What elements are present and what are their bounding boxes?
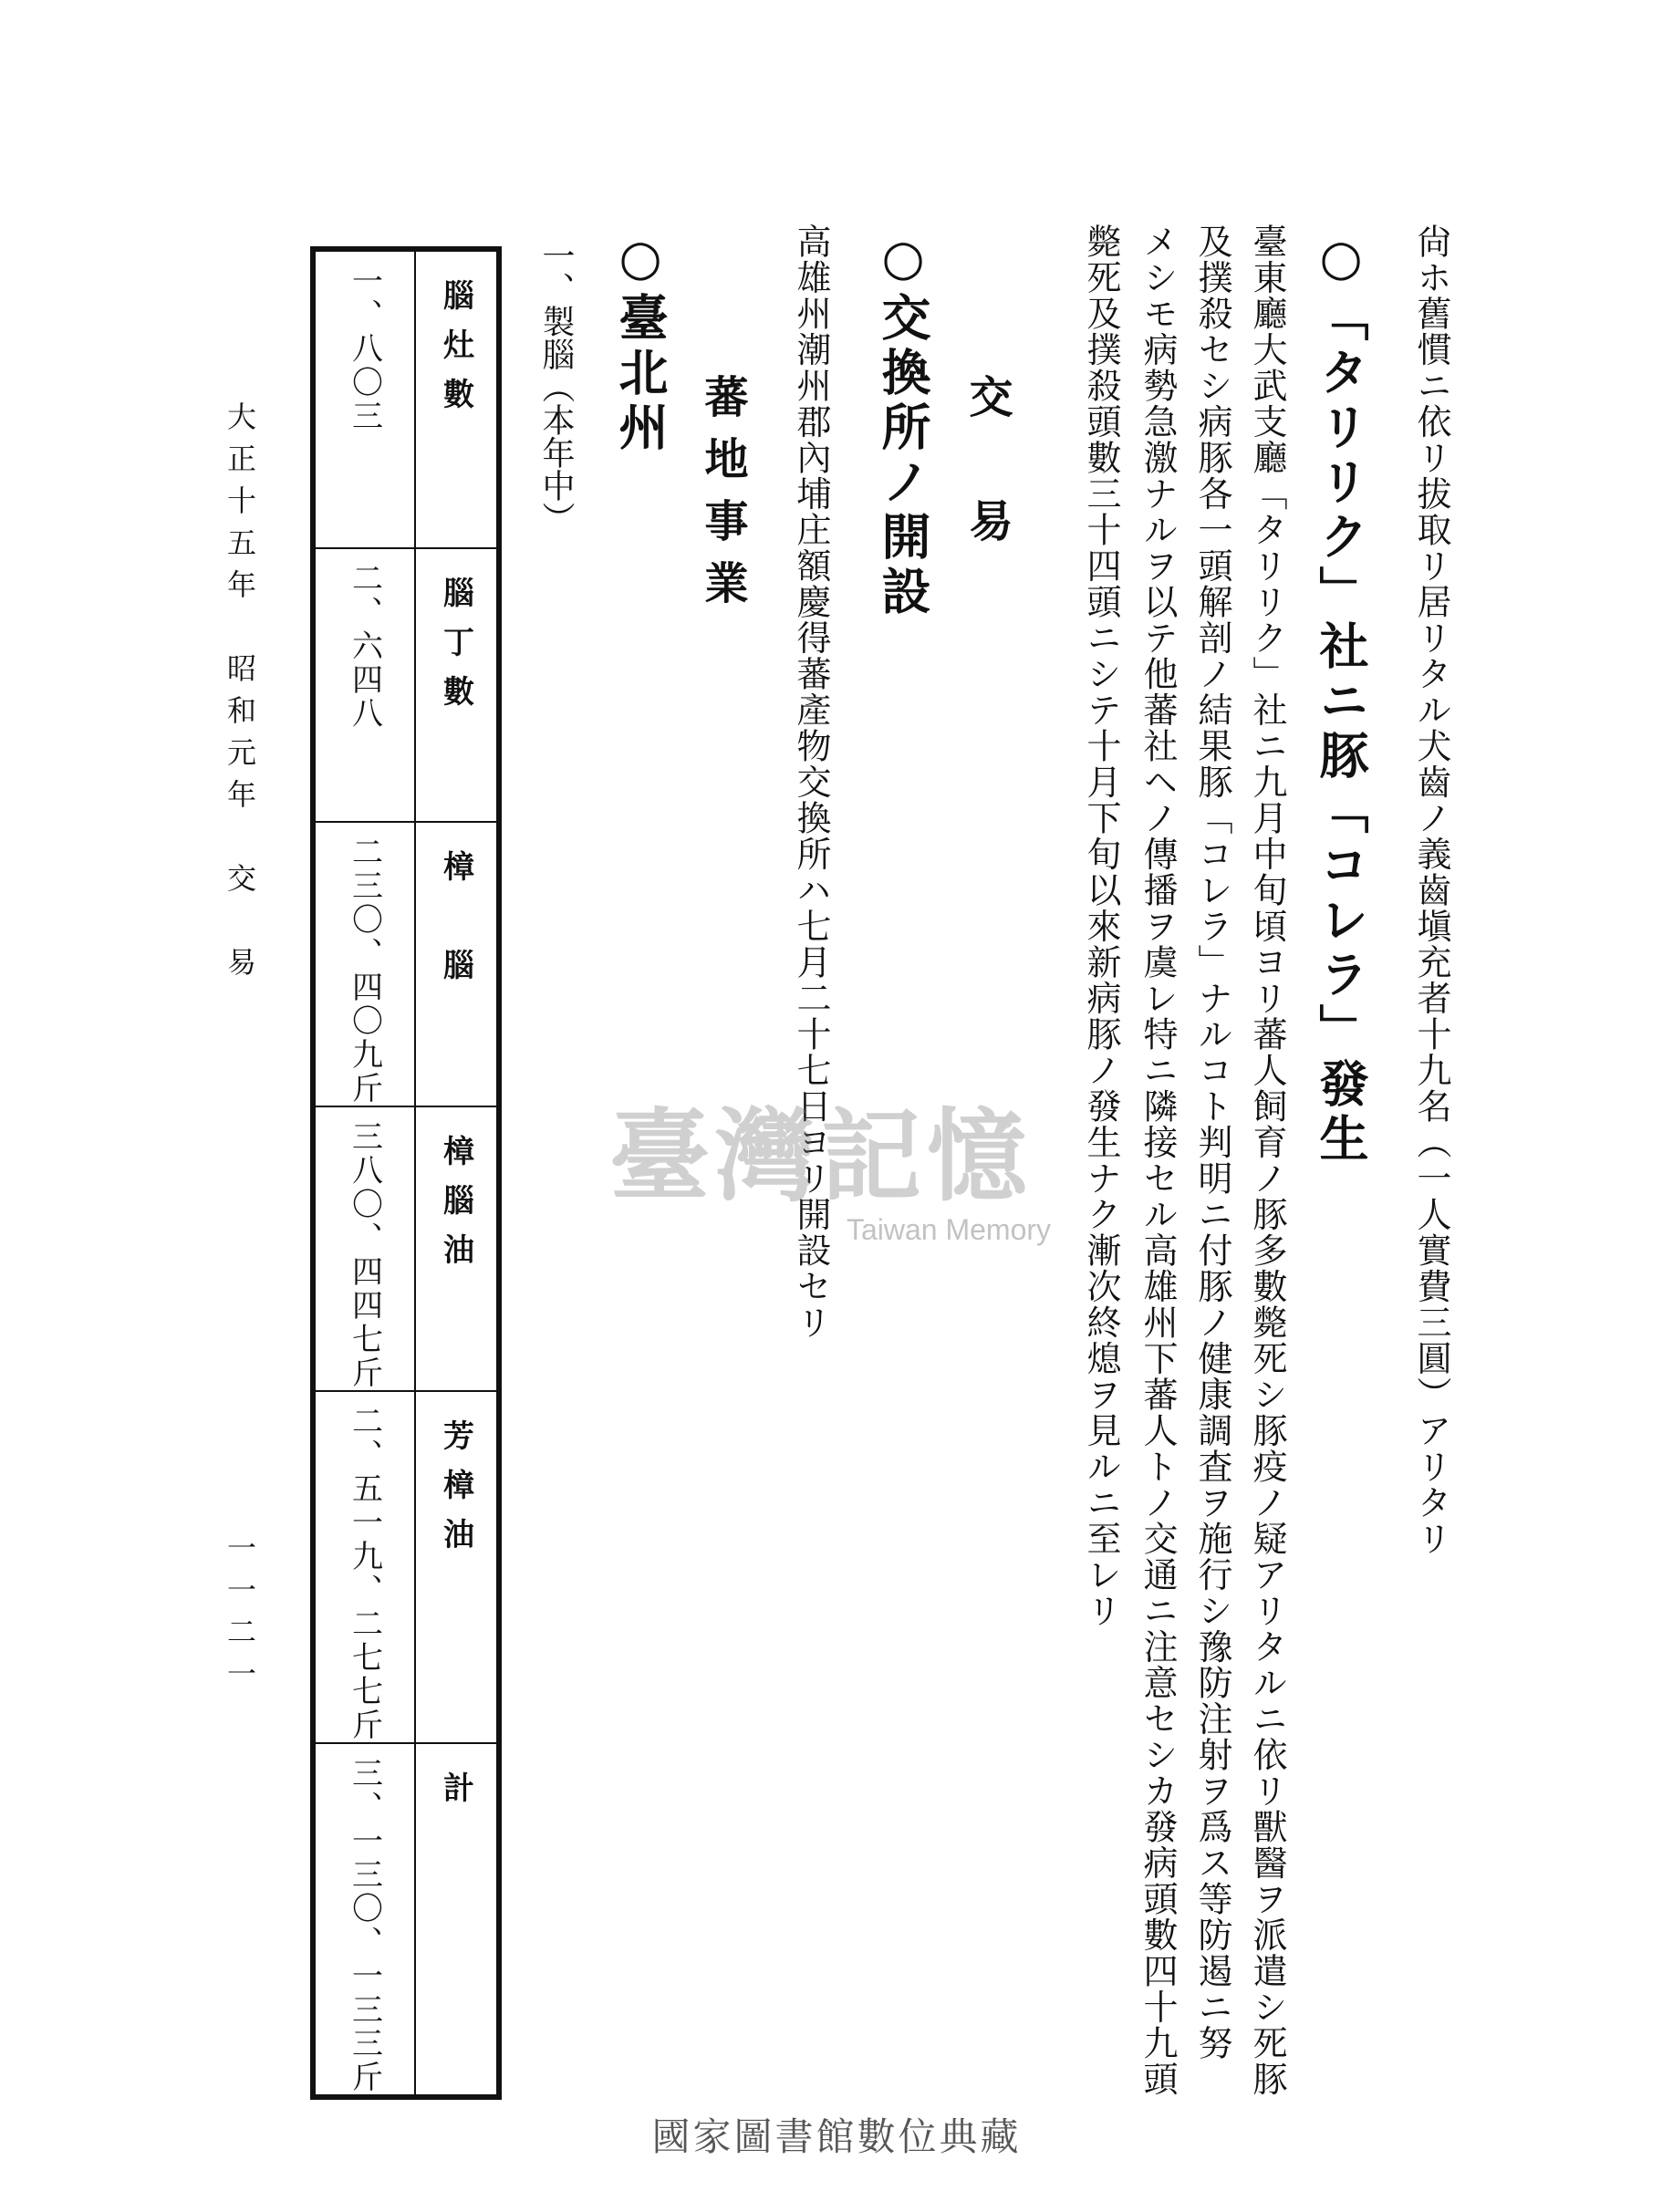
table-row [313, 1106, 499, 1391]
stove-count-header: 腦灶數 [437, 279, 474, 427]
camphor-item: 一、製腦（本年中） [537, 239, 575, 535]
camphor-oil-value: 三八〇、四四七斤 [346, 1120, 383, 1390]
taipei-subheading: ○臺北州 [611, 228, 670, 456]
trade-section-title: 交 易 [961, 374, 1013, 560]
total-value: 三、一三〇、一三三斤 [346, 1757, 383, 2094]
stove-count-value: 一、八〇三 [346, 265, 383, 433]
table-header-cell [415, 1743, 499, 2097]
table-row [313, 822, 499, 1106]
table-header-cell [415, 1106, 499, 1391]
camphor-header: 樟 腦 [437, 850, 474, 998]
land-section-title: 蕃地事業 [697, 374, 748, 622]
cholera-line-3: メシモ病勢急激ナルヲ以テ他蕃社ヘノ傳播ヲ虞レ特ニ隣接セル高雄州下蕃人トノ交通ニ注意セシカ發病頭數四十九頭 [1138, 223, 1178, 2097]
worker-count-header: 腦丁數 [437, 576, 474, 724]
table-value-cell [313, 1106, 415, 1391]
table-header-cell [415, 249, 499, 548]
camphor-value: 二三〇、四〇九斤 [346, 836, 383, 1106]
top-line: 尙ホ舊慣ニ依リ拔取リ居リタル犬齒ノ義齒塡充者十九名（一人實費三圓）アリタリ [1411, 223, 1451, 1557]
camphor-oil-header: 樟腦油 [437, 1135, 474, 1283]
cholera-heading: ○「タリリク」社ニ豚「コレラ」發生 [1312, 228, 1370, 1168]
table-value-cell [313, 822, 415, 1106]
ho-oil-value: 二、五一九、二七七斤 [346, 1405, 383, 1742]
table-header-cell [415, 822, 499, 1106]
worker-count-value: 二、六四八 [346, 562, 383, 731]
table-value-cell [313, 1391, 415, 1743]
cholera-line-2: 及撲殺セシ病豚各一頭解剖ノ結果豚「コレラ」ナルコト判明ニ付豚ノ健康調査ヲ施行シ豫防注射ヲ爲ス等防遏ニ努 [1192, 223, 1232, 2061]
camphor-table [310, 246, 502, 2100]
library-label: 國家圖書館數位典藏 [651, 2114, 1022, 2159]
page-number: 一一二一 [223, 1532, 257, 1700]
ho-oil-header: 芳樟油 [437, 1419, 474, 1567]
watermark-english: Taiwan Memory [846, 1213, 1052, 1246]
table-row [313, 1743, 499, 2097]
watermark-logo: 臺灣記憶 [609, 1097, 1033, 1215]
table-value-cell [313, 548, 415, 822]
cholera-line-1: 臺東廳大武支廳「タリリク」社ニ九月中旬頃ヨリ蕃人飼育ノ豚多數斃死シ豚疫ノ疑アリタルニ依リ獸醫ヲ派遣シ死豚 [1247, 223, 1287, 2097]
table-row [313, 249, 499, 548]
exchange-line: 高雄州潮州郡內埔庄額慶得蕃產物交換所ハ七月二十七日ヨリ開設セリ [791, 223, 831, 1341]
table-header-cell [415, 1391, 499, 1743]
table-row [313, 1391, 499, 1743]
exchange-subheading: ○交換所ノ開設 [874, 228, 932, 620]
running-head: 大正十五年 昭和元年 交 易 [223, 401, 257, 989]
total-header: 計 [437, 1771, 474, 1821]
table-value-cell [313, 1743, 415, 2097]
table-value-cell [313, 249, 415, 548]
table-header-cell [415, 548, 499, 822]
table-row [313, 548, 499, 822]
cholera-line-4: 斃死及撲殺頭數三十四頭ニシテ十月下旬以來新病豚ノ發生ナク漸次終熄ヲ見ルニ至レリ [1081, 223, 1121, 1629]
